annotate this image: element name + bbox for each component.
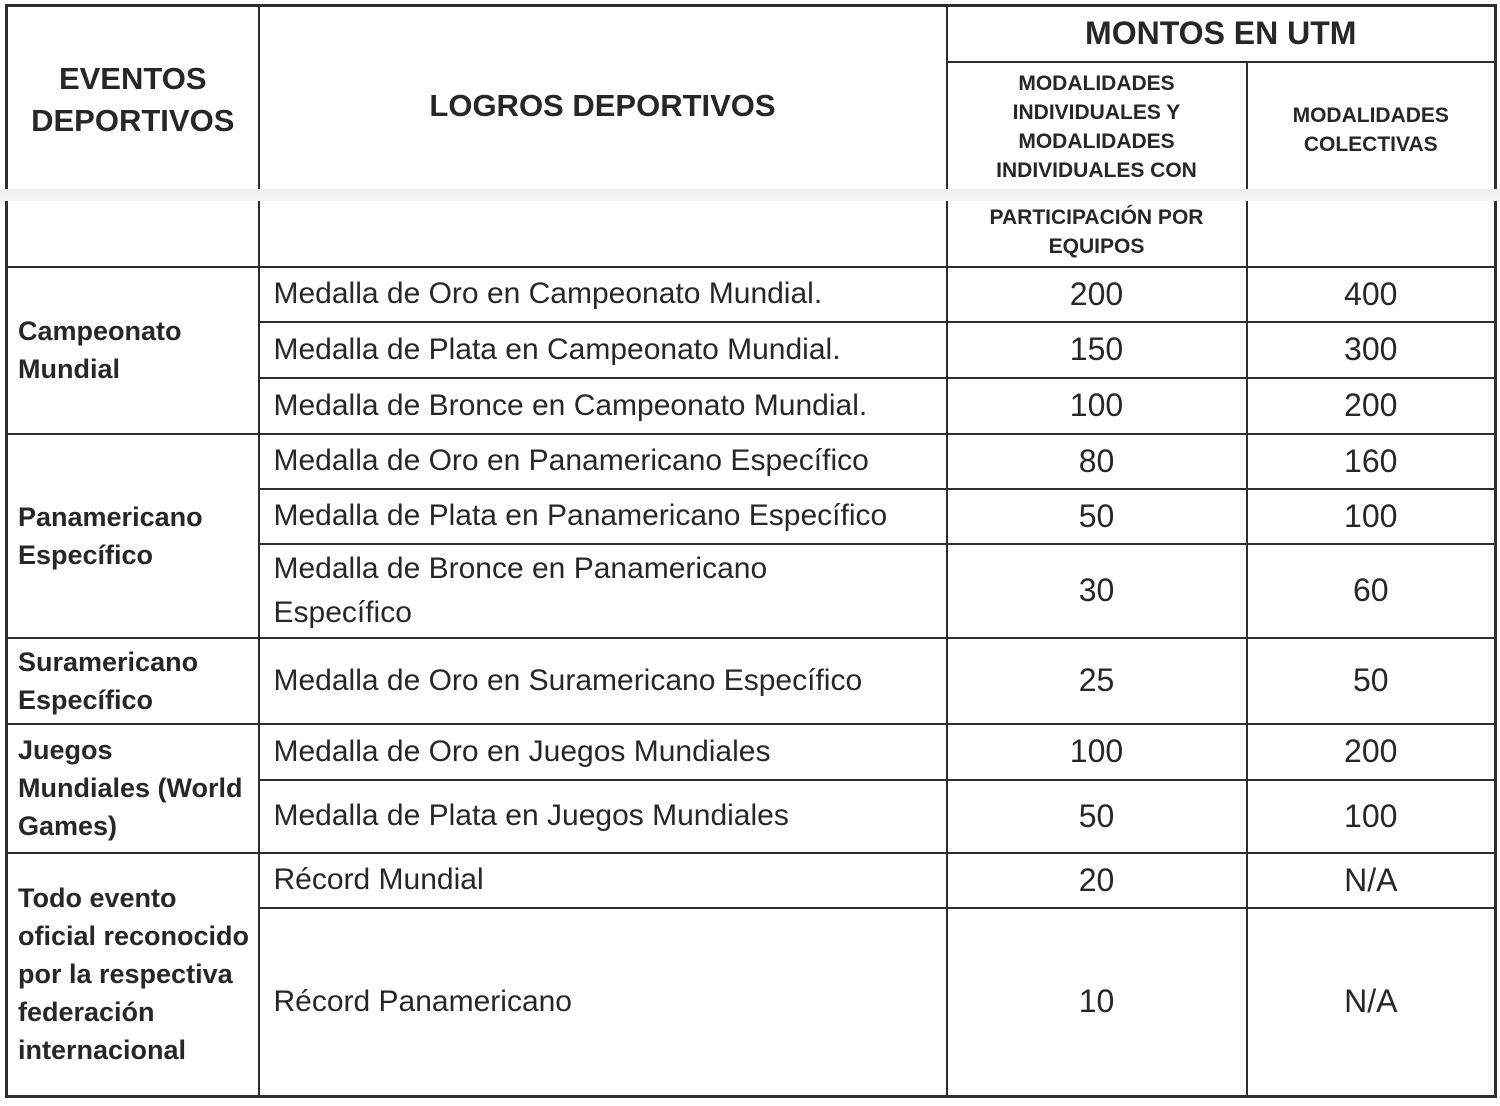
logro-text: Medalla de Bronce en Panamericano [273,551,768,585]
monto-individual-cell: 30 [947,544,1247,638]
logro-text: Medalla de Oro en Campeonato Mundial. [273,277,823,310]
event-group-suramericano-especifico: Suramericano Específico [7,638,259,724]
logro-cell [259,780,947,853]
monto-colectiva-cell: 300 [1247,322,1496,378]
monto-colectiva-cell: 60 [1247,544,1496,638]
logro-text: Récord Mundial [273,863,484,896]
header-line: MODALIDADES [1018,71,1175,95]
event-group-campeonato-mundial: Campeonato Mundial [7,267,259,434]
monto-individual-cell: 200 [947,267,1247,322]
header-line: INDIVIDUALES Y [1012,100,1181,124]
logro-text: Específico [273,595,412,629]
logro-text: Medalla de Plata en Juegos Mundiales [273,799,789,832]
monto-colectiva-cell: 160 [1247,434,1496,489]
logro-text: Medalla de Plata en Panamericano Específico [273,499,888,532]
logro-text: Récord Panamericano [273,984,572,1018]
monto-individual-cell: 10 [947,908,1247,1097]
monto-individual-cell: 50 [947,489,1247,544]
monto-individual-cell: 150 [947,322,1247,378]
logro-cell [259,724,947,780]
header-line: PARTICIPACIÓN POR [989,205,1204,229]
monto-colectiva-cell: 100 [1247,780,1496,853]
header-eventos-deportivos: EVENTOS DEPORTIVOS [7,6,259,267]
header-line: EQUIPOS [1048,234,1145,258]
page-break-band [0,189,1500,201]
header-modalidades-individuales [947,62,1247,267]
header-montos-en-utm: MONTOS EN UTM [947,6,1496,62]
event-group-juegos-mundiales: Juegos Mundiales (World Games) [7,724,259,853]
monto-colectiva-cell: 200 [1247,378,1496,434]
monto-individual-cell: 80 [947,434,1247,489]
logro-cell [259,489,947,544]
event-group-todo-evento-oficial: Todo evento oficial reconocido por la respectiva federación internacional [7,853,259,1097]
logro-cell [259,267,947,322]
monto-individual-cell: 100 [947,724,1247,780]
monto-colectiva-cell: 400 [1247,267,1496,322]
header-modalidades-colectivas [1247,62,1496,267]
monto-colectiva-cell: N/A [1247,853,1496,908]
header-line: MODALIDADES [1292,103,1449,127]
monto-individual-cell: 20 [947,853,1247,908]
logro-cell [259,322,947,378]
logro-text: Medalla de Bronce en Campeonato Mundial. [273,388,868,422]
header-logros-deportivos: LOGROS DEPORTIVOS [259,6,947,267]
logro-cell [259,378,947,434]
logro-text: Medalla de Oro en Suramericano Específico [273,663,863,697]
logro-text: Medalla de Plata en Campeonato Mundial. [273,332,841,366]
monto-colectiva-cell: 200 [1247,724,1496,780]
monto-individual-cell: 100 [947,378,1247,434]
logro-cell [259,544,947,638]
logro-text: Medalla de Oro en Juegos Mundiales [273,734,771,768]
header-line: INDIVIDUALES CON [996,158,1197,182]
monto-individual-cell: 50 [947,780,1247,853]
monto-individual-cell: 25 [947,638,1247,724]
header-line: COLECTIVAS [1303,132,1438,156]
header-individuales-text [956,69,1238,185]
logro-cell [259,638,947,724]
monto-colectiva-cell: N/A [1247,908,1496,1097]
logro-cell [259,434,947,489]
monto-colectiva-cell: 100 [1247,489,1496,544]
logro-cell [259,908,947,1097]
header-participacion-text [956,203,1238,261]
monto-colectiva-cell: 50 [1247,638,1496,724]
event-group-panamericano-especifico: Panamericano Específico [7,434,259,638]
logro-cell [259,853,947,908]
logro-text: Medalla de Oro en Panamericano Específico [273,444,869,477]
header-line: MODALIDADES [1018,129,1175,153]
montos-utm-table [5,4,1497,1098]
